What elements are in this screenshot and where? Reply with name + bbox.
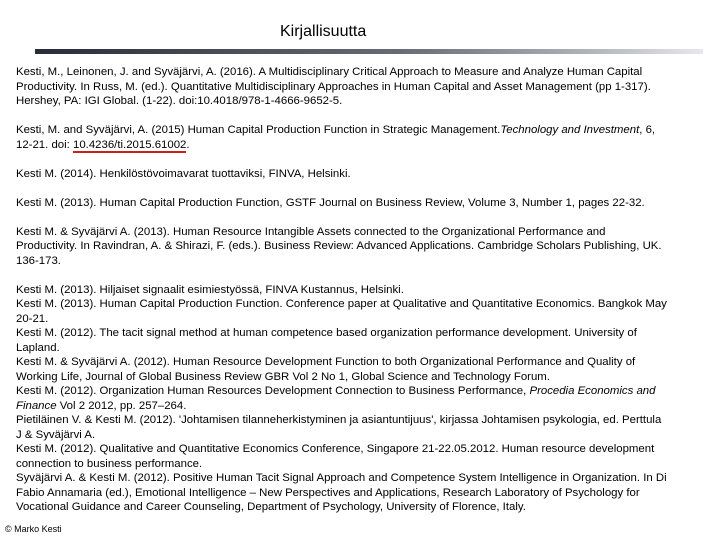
- reference-line: Working Life, Journal of Global Business Review GBR Vol 2 No 1, Global Science and Technology Forum.: [16, 370, 550, 383]
- reference-text: Kesti M. (2012). Organization Human Resources Development Connection to Business Performance,: [16, 385, 530, 397]
- reference-item: [16, 123, 708, 152]
- reference-line: connection to business performance.: [16, 457, 203, 470]
- reference-line: J & Syväjärvi A.: [16, 428, 96, 441]
- reference-line: [16, 399, 708, 414]
- reference-item: [16, 283, 708, 515]
- reference-line: Hershey, PA: IGI Global. (1-22). doi:10.4018/978-1-4666-9652-5.: [16, 95, 343, 107]
- reference-line: [16, 123, 708, 138]
- reference-line: Pietiläinen V. & Kesti M. (2012). 'Johtamisen tilanneherkistyminen ja asiantuntijuus', kirjassa Johtamisen psykologia, ed. Perttula: [16, 414, 662, 426]
- reference-line: [16, 384, 708, 399]
- reference-line: Kesti M. (2013). Human Capital Production Function, GSTF Journal on Business Review, Volume 3, Number 1, pages 22-32.: [16, 196, 645, 209]
- reference-line: Kesti M. (2014). Henkilöstövoimavarat tuottaviksi, FINVA, Helsinki.: [16, 167, 351, 180]
- reference-line: Kesti M. (2013). Hiljaiset signaalit esimiestyössä, FINVA Kustannus, Helsinki.: [16, 283, 404, 296]
- reference-line: [16, 138, 708, 153]
- reference-line: Syväjärvi A. & Kesti M. (2012). Positive Human Tacit Signal Approach and Competence System Intelligence in Organization. In Di: [16, 472, 667, 484]
- reference-line: Fabio Annamaria (ed.), Emotional Intelligence – New Perspectives and Applications, Research Laboratory of Psychology for: [16, 486, 640, 499]
- reference-list: [16, 65, 708, 529]
- reference-line: Vocational Guidance and Career Counseling, Department of Psychology, University of Florence, Italy.: [16, 501, 526, 513]
- reference-text: 12-21. doi:: [16, 138, 73, 151]
- reference-item: [16, 65, 708, 109]
- journal-name: Finance: [16, 399, 57, 412]
- reference-line: Lapland.: [16, 341, 60, 354]
- reference-line: 20-21.: [16, 312, 49, 325]
- reference-line: Kesti M. & Syväjärvi A. (2012). Human Resource Development Function to both Organizational Performance and Quality of: [16, 356, 636, 368]
- journal-name: Technology and Investment: [500, 124, 640, 136]
- reference-text: .: [186, 138, 190, 151]
- reference-line: Kesti, M., Leinonen, J. and Syväjärvi, A. (2016). A Multidisciplinary Critical Approach to Measure and Analyze Human Capital: [16, 66, 643, 78]
- reference-line: Kesti M. (2013). Human Capital Production Function. Conference paper at Qualitative and Quantitative Economics. Bangkok May: [16, 298, 667, 310]
- reference-line: Kesti M. (2012). Qualitative and Quantitative Economics Conference, Singapore 21-22.05.2012. Human resource development: [16, 443, 655, 455]
- reference-line: 136-173.: [16, 254, 61, 267]
- reference-text: , 6,: [639, 124, 656, 136]
- reference-text: Kesti, M. and Syväjärvi, A. (2015) Human Capital Production Function in Strategic Management.: [16, 124, 501, 136]
- copyright-footer: © Marko Kesti: [5, 524, 62, 534]
- reference-line: Productivity. In Russ, M. (ed.). Quantitative Multidisciplinary Approaches in Human Capital and Asset Management (pp 1-317).: [16, 80, 651, 93]
- reference-text: Vol 2 2012, pp. 257–264.: [56, 399, 187, 412]
- reference-item: [16, 167, 708, 182]
- journal-name: Procedia Economics and: [529, 385, 656, 397]
- reference-line: Productivity. In Ravindran, A. & Shirazi, F. (eds.). Business Review: Advanced Applications. Cambridge Scholars Publishing, UK.: [16, 240, 662, 252]
- reference-item: [16, 225, 708, 269]
- doi-link[interactable]: 10.4236/ti.2015.61002: [73, 138, 187, 151]
- reference-line: Kesti M. (2012). The tacit signal method at human competence based organization performance development. University of: [16, 327, 637, 339]
- slide-title: Kirjallisuutta: [280, 23, 367, 40]
- reference-line: Kesti M. & Syväjärvi A. (2013). Human Resource Intangible Assets connected to the Organizational Performance and: [16, 225, 606, 238]
- reference-item: [16, 196, 708, 211]
- title-divider: [35, 49, 703, 54]
